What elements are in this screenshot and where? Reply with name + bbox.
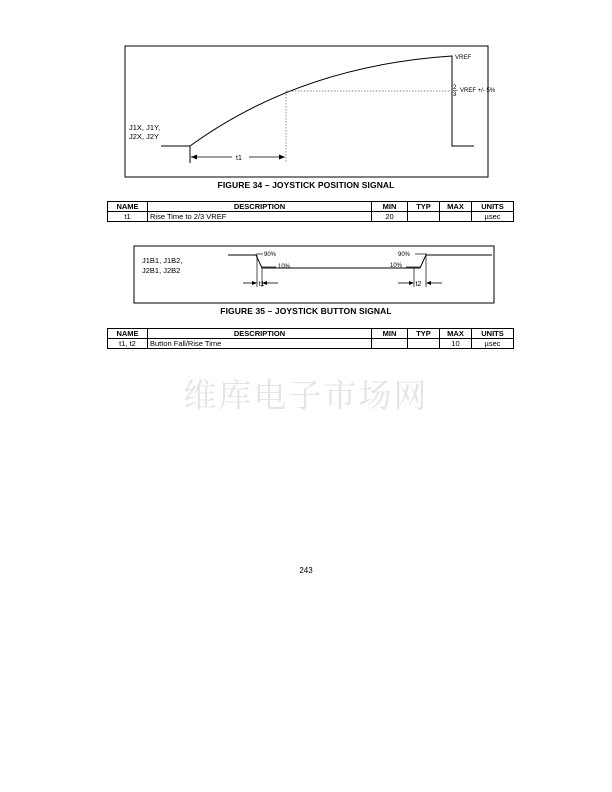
header-typ: TYP <box>408 329 440 339</box>
cell-typ <box>408 339 440 349</box>
page-number: 243 <box>299 566 313 575</box>
cell-units: µsec <box>472 339 514 349</box>
position-signal-curve <box>161 56 474 146</box>
header-max: MAX <box>440 329 472 339</box>
table-row <box>108 339 514 349</box>
figure-35-signal-label-line1: J1B1, J1B2, <box>142 256 183 265</box>
cell-typ <box>408 212 440 222</box>
figure-35-signal-label-line2: J2B1, J2B2 <box>142 266 181 275</box>
t2-arrow-left-head <box>409 281 414 285</box>
header-description: DESCRIPTION <box>148 202 372 212</box>
figure-35-diagram <box>0 240 612 310</box>
fall-10-percent-label: 10% <box>278 264 291 270</box>
cell-min: 20 <box>372 212 408 222</box>
figure-34-frame <box>125 46 488 177</box>
t1-interval-label: t1 <box>236 155 242 162</box>
fall-90-percent-label: 90% <box>264 252 277 258</box>
t1-arrow-left-head <box>252 281 257 285</box>
level-fraction-denominator: 3 <box>453 92 457 98</box>
cell-max: 10 <box>440 339 472 349</box>
figure-34-signal-label-line1: J1X, J1Y, <box>129 123 161 132</box>
rise-10-percent-label: 10% <box>390 263 403 269</box>
cell-description: Button Fall/Rise Time <box>148 339 372 349</box>
header-units: UNITS <box>472 329 514 339</box>
header-name: NAME <box>108 329 148 339</box>
header-description: DESCRIPTION <box>148 329 372 339</box>
rise-90-percent-label: 90% <box>398 252 411 258</box>
figure-34-signal-label-line2: J2X, J2Y <box>129 132 160 141</box>
figure-35-timing-table <box>107 328 514 349</box>
t1-label: t1 <box>258 281 265 288</box>
t1-left-arrowhead <box>191 155 197 160</box>
cell-name: t1, t2 <box>108 339 148 349</box>
header-name: NAME <box>108 202 148 212</box>
vref-tolerance-label: VREF +/- 5% <box>460 88 496 94</box>
cell-min <box>372 339 408 349</box>
cell-units: µsec <box>472 212 514 222</box>
table-row <box>108 212 514 222</box>
watermark-text: 维库电子市场网 <box>183 376 429 415</box>
vref-label: VREF <box>455 55 472 61</box>
t2-arrow-right-head <box>426 281 431 285</box>
t1-right-arrowhead <box>279 155 285 160</box>
cell-description: Rise Time to 2/3 VREF <box>148 212 372 222</box>
figure-34-diagram <box>0 0 612 200</box>
figure-34-timing-table <box>107 201 514 222</box>
figure-34-caption: FIGURE 34 – JOYSTICK POSITION SIGNAL <box>217 180 395 190</box>
header-min: MIN <box>372 329 408 339</box>
header-max: MAX <box>440 202 472 212</box>
figure-35-caption: FIGURE 35 – JOYSTICK BUTTON SIGNAL <box>220 306 392 316</box>
header-typ: TYP <box>408 202 440 212</box>
t2-label: t2 <box>415 281 422 288</box>
cell-name: t1 <box>108 212 148 222</box>
cell-max <box>440 212 472 222</box>
header-min: MIN <box>372 202 408 212</box>
table-header-row <box>108 202 514 212</box>
table-header-row <box>108 329 514 339</box>
level-fraction-numerator: 2 <box>453 85 457 91</box>
header-units: UNITS <box>472 202 514 212</box>
